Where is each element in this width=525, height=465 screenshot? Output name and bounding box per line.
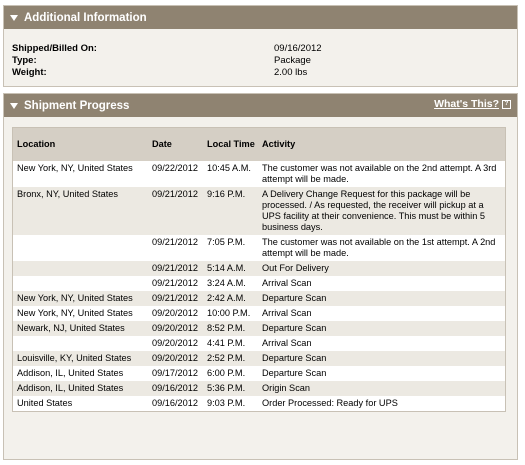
cell-activity: Arrival Scan <box>262 278 312 288</box>
column-header-date: Date <box>148 128 203 161</box>
cell-time: 9:03 P.M. <box>207 398 246 408</box>
cell-location: Addison, IL, United States <box>17 368 124 378</box>
detail-value: 2.00 lbs <box>274 67 308 78</box>
column-header-location: Location <box>13 128 148 161</box>
cell-location <box>13 336 148 351</box>
shipment-details <box>4 29 517 87</box>
cell-activity: Departure Scan <box>262 368 327 378</box>
cell-date: 09/16/2012 <box>148 381 203 396</box>
cell-activity: The customer was not available on the 1st attempt. A 2nd attempt will be made. <box>262 237 496 258</box>
cell-location <box>13 261 148 276</box>
cell-activity: A Delivery Change Request for this package will be processed. / As requested, the receiver will pickup at a UPS facility at their convenience. This must be within 5 business days. <box>258 187 505 235</box>
shipment-progress-table-wrapper <box>12 127 506 412</box>
table-row <box>13 366 505 381</box>
cell-location <box>13 276 148 291</box>
cell-location: New York, NY, United States <box>17 163 133 173</box>
whats-this-link[interactable]: What's This? <box>434 98 499 110</box>
cell-date: 09/21/2012 <box>148 187 203 235</box>
cell-time: 5:14 A.M. <box>203 261 258 276</box>
table-row <box>13 381 505 396</box>
cell-date: 09/17/2012 <box>152 368 198 378</box>
cell-location: Newark, NJ, United States <box>13 321 148 336</box>
collapse-triangle-icon <box>10 15 18 21</box>
table-row <box>13 261 505 276</box>
cell-time: 2:42 A.M. <box>203 291 258 306</box>
shipment-progress-panel <box>3 93 518 460</box>
table-header-row <box>13 128 505 161</box>
table-row <box>13 306 505 321</box>
help <box>434 98 511 110</box>
cell-location: United States <box>17 398 73 408</box>
cell-activity: Arrival Scan <box>262 308 312 318</box>
detail-label: Shipped/Billed On: <box>12 43 97 54</box>
cell-date: 09/20/2012 <box>148 351 203 366</box>
cell-time: 9:16 P.M. <box>203 187 258 235</box>
cell-activity: Origin Scan <box>258 381 505 396</box>
detail-value: Package <box>274 55 311 66</box>
cell-date: 09/21/2012 <box>148 261 203 276</box>
cell-location <box>13 235 148 261</box>
cell-time: 2:52 P.M. <box>203 351 258 366</box>
detail-label: Weight: <box>12 67 47 78</box>
cell-time: 8:52 P.M. <box>203 321 258 336</box>
additional-information-panel <box>3 5 518 87</box>
collapse-triangle-icon <box>10 103 18 109</box>
column-header-activity: Activity <box>258 128 505 161</box>
detail-value: 09/16/2012 <box>274 43 322 54</box>
table-row <box>13 187 505 235</box>
cell-date: 09/20/2012 <box>152 308 198 318</box>
cell-date: 09/21/2012 <box>148 291 203 306</box>
help-icon[interactable]: ? <box>502 100 511 109</box>
cell-date: 09/22/2012 <box>152 163 198 173</box>
cell-time: 10:00 P.M. <box>207 308 251 318</box>
cell-location: Addison, IL, United States <box>13 381 148 396</box>
cell-time: 4:41 P.M. <box>207 338 246 348</box>
table-row <box>13 291 505 306</box>
shipment-progress-header[interactable] <box>4 94 517 117</box>
table-row <box>13 321 505 336</box>
cell-activity: Departure Scan <box>258 351 505 366</box>
table-row <box>13 161 505 187</box>
detail-row-shipped <box>12 43 509 55</box>
cell-time: 7:05 P.M. <box>207 237 246 247</box>
cell-activity: The customer was not available on the 2nd attempt. A 3rd attempt will be made. <box>262 163 497 184</box>
cell-date: 09/20/2012 <box>148 321 203 336</box>
cell-time: 6:00 P.M. <box>207 368 246 378</box>
detail-row-type <box>12 55 509 67</box>
cell-location: Bronx, NY, United States <box>13 187 148 235</box>
cell-date: 09/21/2012 <box>152 237 198 247</box>
table-row <box>13 336 505 351</box>
cell-location: Louisville, KY, United States <box>13 351 148 366</box>
table-row <box>13 235 505 261</box>
table-row <box>13 351 505 366</box>
cell-time: 5:36 P.M. <box>203 381 258 396</box>
table-row <box>13 396 505 411</box>
detail-label: Type: <box>12 55 37 66</box>
table-row <box>13 276 505 291</box>
cell-location: New York, NY, United States <box>17 308 133 318</box>
cell-date: 09/21/2012 <box>152 278 198 288</box>
additional-information-title: Additional Information <box>24 11 147 24</box>
cell-activity: Arrival Scan <box>262 338 312 348</box>
cell-activity: Out For Delivery <box>258 261 505 276</box>
cell-location: New York, NY, United States <box>13 291 148 306</box>
detail-row-weight <box>12 67 509 79</box>
cell-activity: Departure Scan <box>258 291 505 306</box>
cell-time: 3:24 A.M. <box>207 278 246 288</box>
cell-date: 09/16/2012 <box>152 398 198 408</box>
additional-information-header[interactable] <box>4 6 517 29</box>
cell-time: 10:45 A.M. <box>207 163 251 173</box>
cell-activity: Departure Scan <box>258 321 505 336</box>
cell-date: 09/20/2012 <box>152 338 198 348</box>
cell-activity: Order Processed: Ready for UPS <box>262 398 398 408</box>
shipment-progress-table <box>13 128 505 411</box>
shipment-progress-title: Shipment Progress <box>24 99 130 112</box>
column-header-local-time: Local Time <box>203 128 258 161</box>
